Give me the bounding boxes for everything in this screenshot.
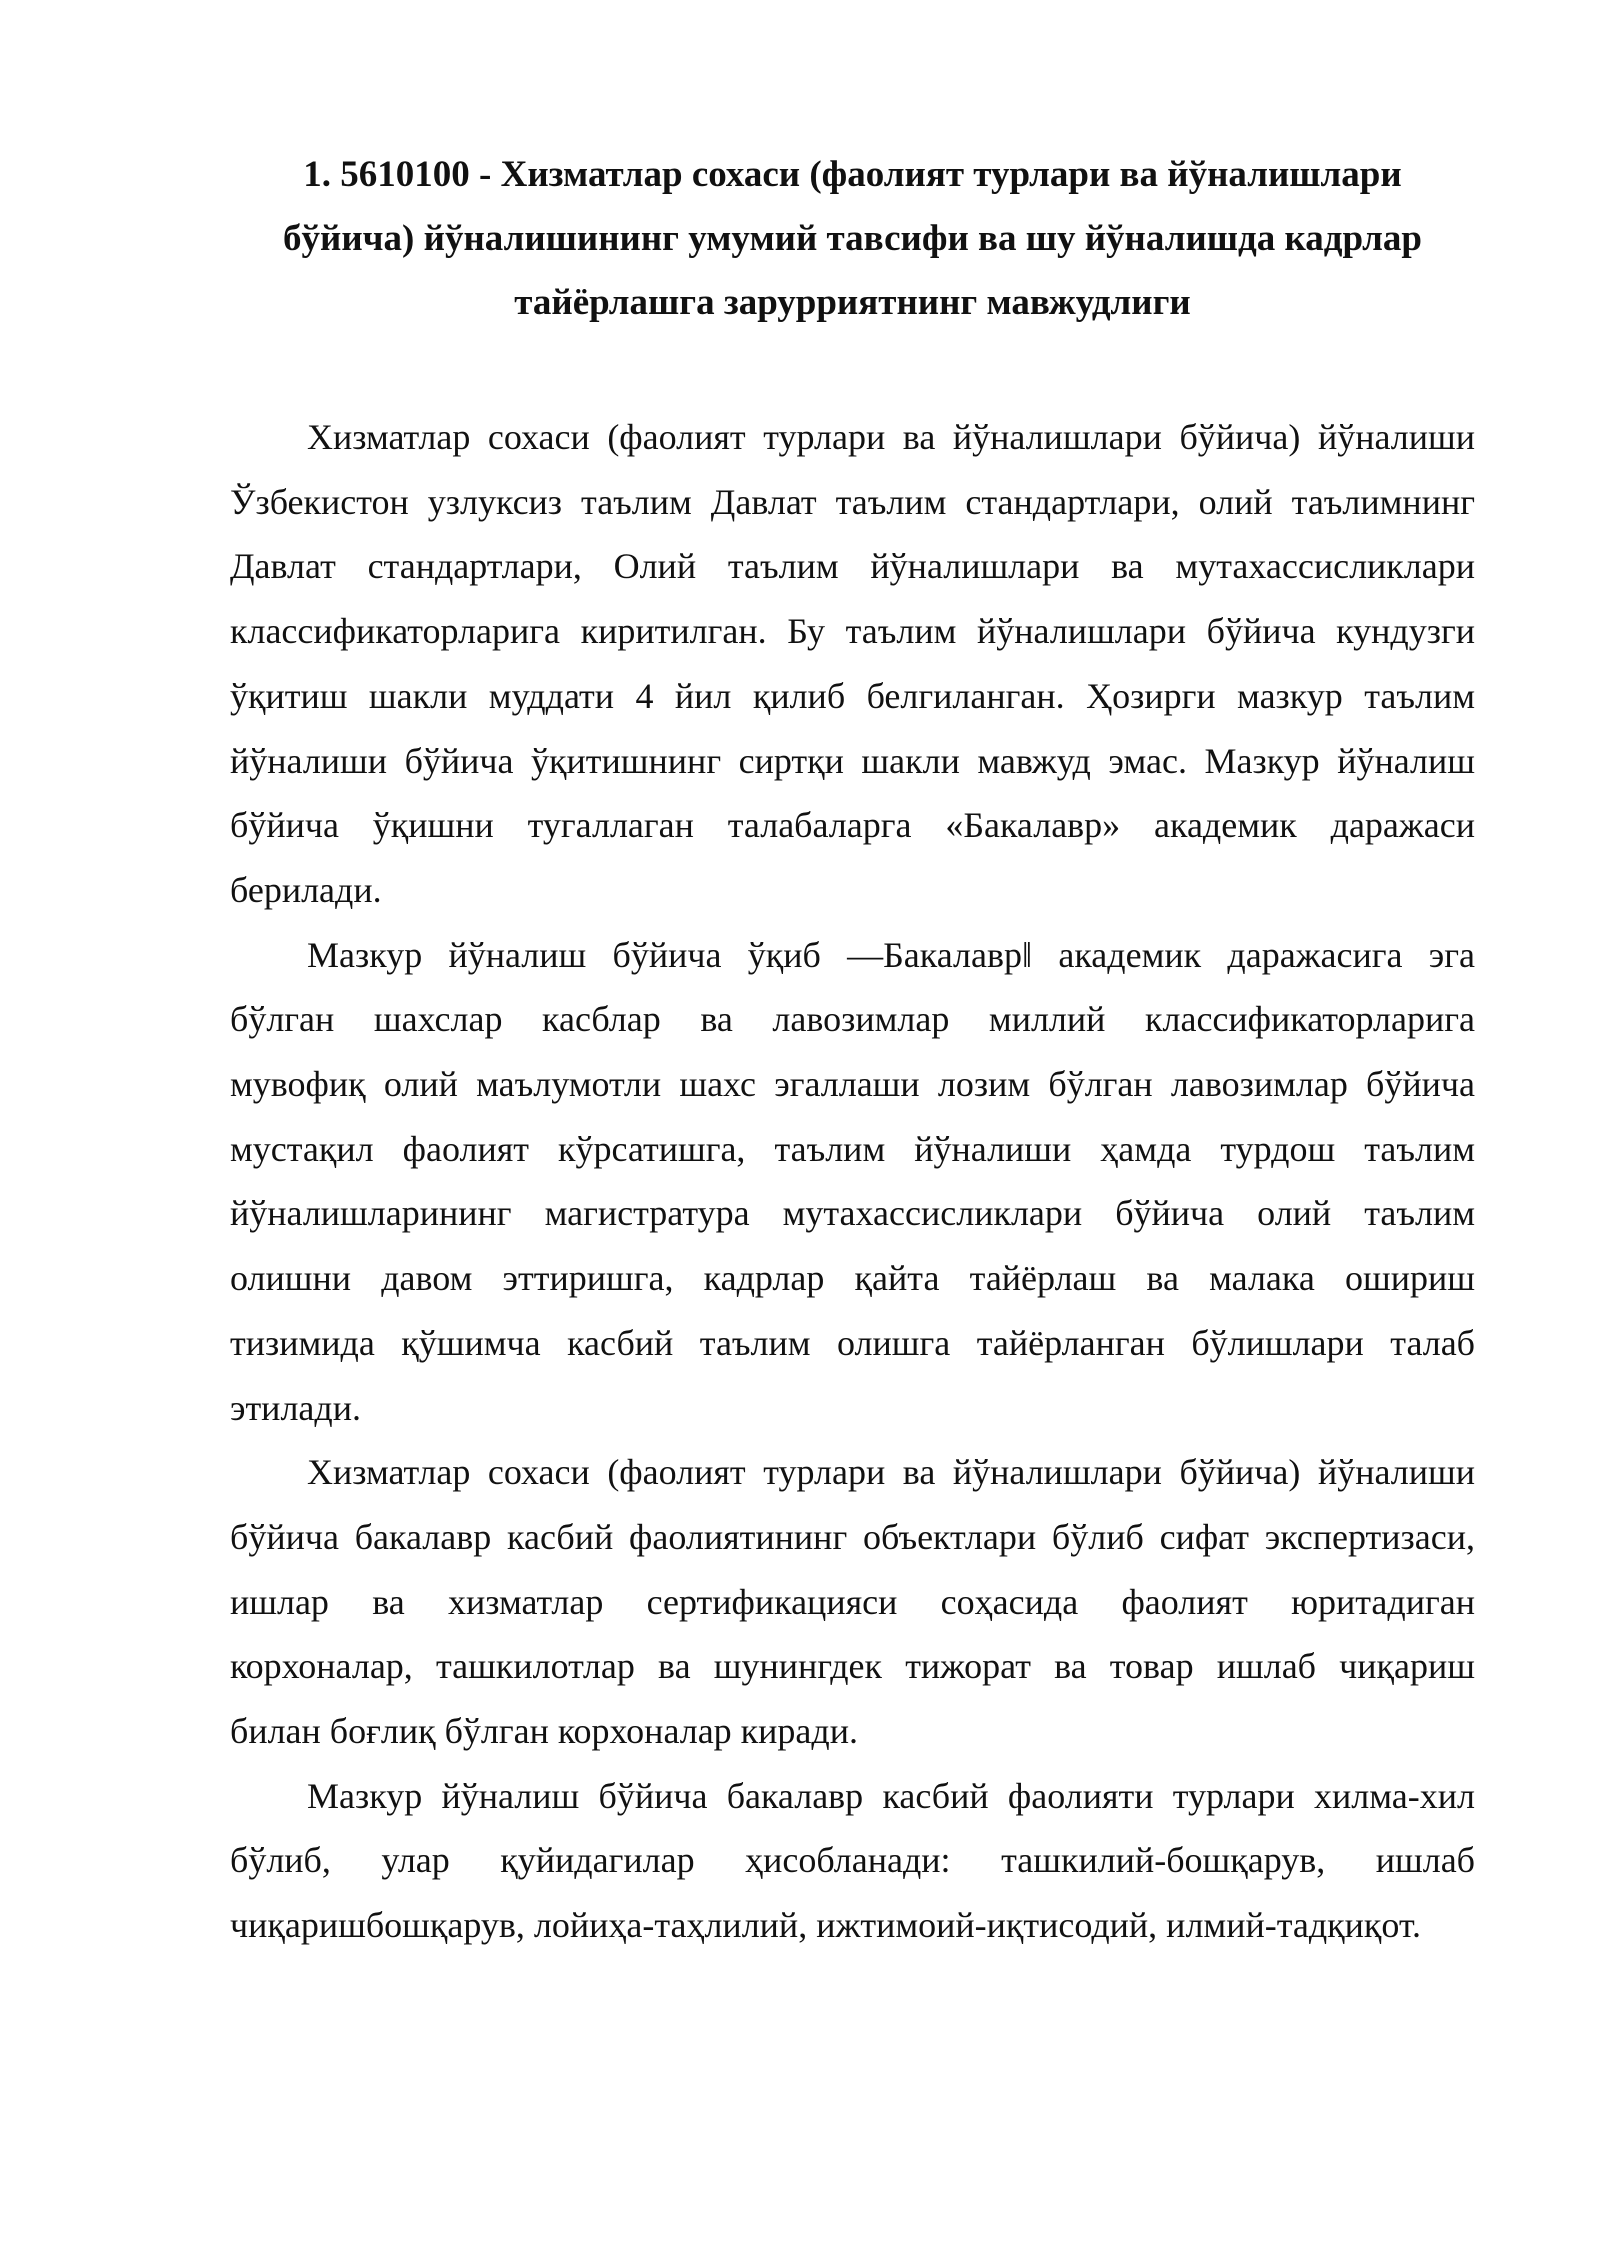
paragraph-line: бўйича ўқишни тугаллаган талабаларга «Бакалавр» академик даражаси [230,805,1475,846]
paragraph-1 [230,405,1475,923]
paragraph-line: бўлиб, улар қуйидагилар ҳисобланади: ташкилий-бошқарув, ишлаб [230,1840,1475,1881]
paragraph-line: корхоналар, ташкилотлар ва шунингдек тижорат ва товар ишлаб чиқариш [230,1646,1475,1687]
paragraph-line: йўналиши бўйича ўқитишнинг сиртқи шакли мавжуд эмас. Мазкур йўналиш [230,740,1475,781]
paragraph-line: мустақил фаолият кўрсатишга, таълим йўналиши ҳамда турдош таълим [230,1128,1475,1169]
body-text [230,405,1475,1958]
paragraph-line: Давлат стандартлари, Олий таълим йўналишлари ва мутахассисликлари [230,546,1475,587]
paragraph-line: мувофиқ олий маълумотли шахс эгаллаши лозим бўлган лавозимлар бўйича [230,1064,1475,1105]
paragraph-line: олишни давом эттиришга, кадрлар қайта тайёрлаш ва малака ошириш [230,1258,1475,1299]
paragraph-line: билан боғлиқ бўлган корхоналар киради. [230,1711,858,1752]
heading-line: бўйича) йўналишининг умумий тавсифи ва шу йўналишда кадрлар [283,218,1422,259]
paragraph-3 [230,1440,1475,1764]
heading-line: тайёрлашга зарурриятнинг мавжудлиги [514,282,1191,323]
paragraph-line: Хизматлар сохаси (фаолият турлари ва йўналишлари бўйича) йўналиши [307,417,1475,457]
paragraph-line: Ўзбекистон узлуксиз таълим Давлат таълим стандартлари, олий таълимнинг [230,481,1475,522]
paragraph-line: берилади. [230,869,382,910]
paragraph-line: ишлар ва хизматлар сертификацияси соҳасида фаолият юритадиган [230,1581,1475,1622]
paragraph-line: Мазкур йўналиш бўйича бакалавр касбий фаолияти турлари хилма-хил [307,1775,1475,1816]
paragraph-line: этилади. [230,1387,361,1428]
paragraph-line: Хизматлар сохаси (фаолият турлари ва йўналишлари бўйича) йўналиши [307,1452,1475,1493]
paragraph-line: бўлган шахслар касблар ва лавозимлар миллий классификаторларига [230,999,1475,1040]
paragraph-line: бўйича бакалавр касбий фаолиятининг объектлари бўлиб сифат экспертизаси, [230,1516,1475,1557]
section-heading [230,143,1475,335]
paragraph-line: йўналишларининг магистратура мутахассисликлари бўйича олий таълим [230,1193,1475,1234]
paragraph-line: Мазкур йўналиш бўйича ўқиб ―Бакалавр‖ академик даражасига эга [307,934,1475,975]
paragraph-2 [230,923,1475,1441]
paragraph-4 [230,1764,1475,1958]
paragraph-line: чиқаришбошқарув, лойиҳа-таҳлилий, ижтимоий-иқтисодий, илмий-тадқиқот. [230,1905,1421,1946]
paragraph-line: ўқитиш шакли муддати 4 йил қилиб белгиланган. Ҳозирги мазкур таълим [230,675,1475,716]
heading-line: 1. 5610100 - Хизматлар сохаси (фаолият турлари ва йўналишлари [303,154,1402,195]
paragraph-line: классификаторларига киритилган. Бу таълим йўналишлари бўйича кундузги [230,611,1475,652]
paragraph-line: тизимида қўшимча касбий таълим олишга тайёрланган бўлишлари талаб [230,1322,1475,1363]
